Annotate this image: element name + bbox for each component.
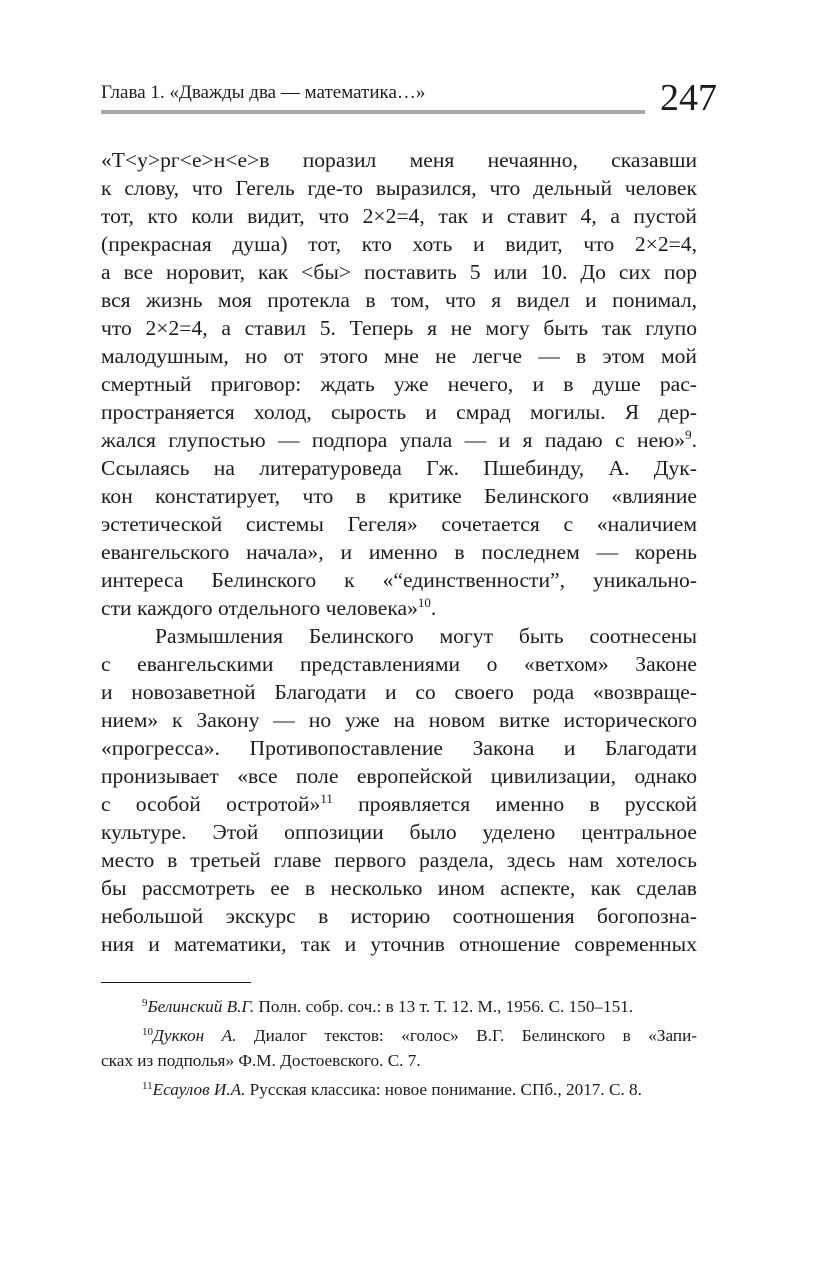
text-segment: сти каждого отдельного человека» (101, 596, 418, 620)
page-number: 247 (660, 77, 717, 119)
text-segment: . (430, 596, 437, 620)
text-segment: с особой остротой» (101, 792, 321, 816)
running-title: Глава 1. «Дважды два — математика…» (101, 82, 426, 103)
text-line: эстетической системы Гегеля» сочетается с «наличием (101, 512, 697, 536)
text-line: «Т<у>рг<е>н<е>в поразил меня нечаянно, сказавши (101, 148, 697, 172)
text-line (101, 790, 697, 818)
text-line: бы рассмотреть ее в несколько ином аспекте, как сделав (101, 876, 697, 900)
text-line: и новозаветной Благодати и со своего рода «возвраще- (101, 680, 697, 704)
text-line: кон констатирует, что в критике Белинского «влияние (101, 484, 697, 508)
text-line: тот, кто коли видит, что 2×2=4, так и ставит 4, а пустой (101, 204, 697, 228)
main-text (101, 146, 697, 958)
footnote-separator (101, 982, 251, 983)
text-line: вся жизнь моя протекла в том, что я видел и понимал, (101, 288, 697, 312)
text-line: пронизывает «все поле европейской цивилизации, однако (101, 764, 697, 788)
text-line: а все норовит, как <бы> поставить 5 или 10. До сих пор (101, 260, 697, 284)
footnote-9 (101, 994, 697, 1019)
text-line: к слову, что Гегель где-то выразился, что дельный человек (101, 176, 697, 200)
footnote-10-continued: сках из подполья» Ф.М. Достоевского. С. 7. (101, 1051, 421, 1070)
footnote-ref-11: 11 (320, 791, 333, 806)
running-header (101, 78, 717, 122)
text-segment: проявляется именно в русской (358, 792, 697, 816)
text-segment: . (691, 428, 697, 452)
text-line: ния и математики, так и уточнив отношение современных (101, 932, 697, 956)
text-line: небольшой экскурс в историю соотношения богопозна- (101, 904, 697, 928)
text-line: нием» к Закону — но уже на новом витке исторического (101, 708, 697, 732)
text-line: малодушным, но от этого мне не легче — в этом мой (101, 344, 697, 368)
footnotes (101, 994, 697, 1102)
text-line: евангельского начала», и именно в последнем — корень (101, 540, 697, 564)
text-line (101, 594, 697, 622)
footnote-number: 11 (142, 1080, 153, 1092)
footnote-number: 10 (142, 1026, 153, 1038)
paragraph-first-line: Размышления Белинского могут быть соотнесены (155, 624, 697, 648)
footnote-ref-9: 9 (685, 427, 692, 442)
footnote-10 (101, 1023, 697, 1048)
text-line: смертный приговор: ждать уже нечего, и в душе рас- (101, 372, 697, 396)
footnote-author: Белинский В.Г. (147, 997, 255, 1016)
footnote-text: Русская классика: новое понимание. СПб., 2017. С. 8. (245, 1080, 642, 1099)
header-rule (101, 110, 645, 114)
text-line: с евангельскими представлениями о «ветхом» Законе (101, 652, 697, 676)
text-line: что 2×2=4, а ставил 5. Теперь я не могу быть так глупо (101, 316, 697, 340)
footnote-author: Дуккон А. (153, 1026, 237, 1045)
text-segment: жался глупостью — подпора упала — и я падаю с нею» (101, 428, 686, 452)
text-line: «прогресса». Противопоставление Закона и Благодати (101, 736, 697, 760)
text-line: пространяется холод, сырость и смрад могилы. Я дер- (101, 400, 697, 424)
footnote-author: Есаулов И.А. (152, 1080, 246, 1099)
text-line: культуре. Этой оппозиции было уделено центральное (101, 820, 697, 844)
text-line: (прекрасная душа) тот, кто хоть и видит, что 2×2=4, (101, 232, 697, 256)
text-line: Ссылаясь на литературоведа Гж. Пшебинду, А. Дук- (101, 456, 697, 480)
footnote-number: 9 (142, 997, 148, 1009)
text-line: место в третьей главе первого раздела, здесь нам хотелось (101, 848, 697, 872)
footnote-11 (101, 1077, 697, 1102)
footnote-text: Диалог текстов: «голос» В.Г. Белинского в «Запи- (236, 1026, 698, 1045)
text-line: интереса Белинского к «“единственности”, уникально- (101, 568, 697, 592)
footnote-ref-10: 10 (417, 595, 431, 610)
text-line (101, 426, 697, 454)
footnote-text: Полн. собр. соч.: в 13 т. Т. 12. М., 1956. С. 150–151. (254, 997, 634, 1016)
